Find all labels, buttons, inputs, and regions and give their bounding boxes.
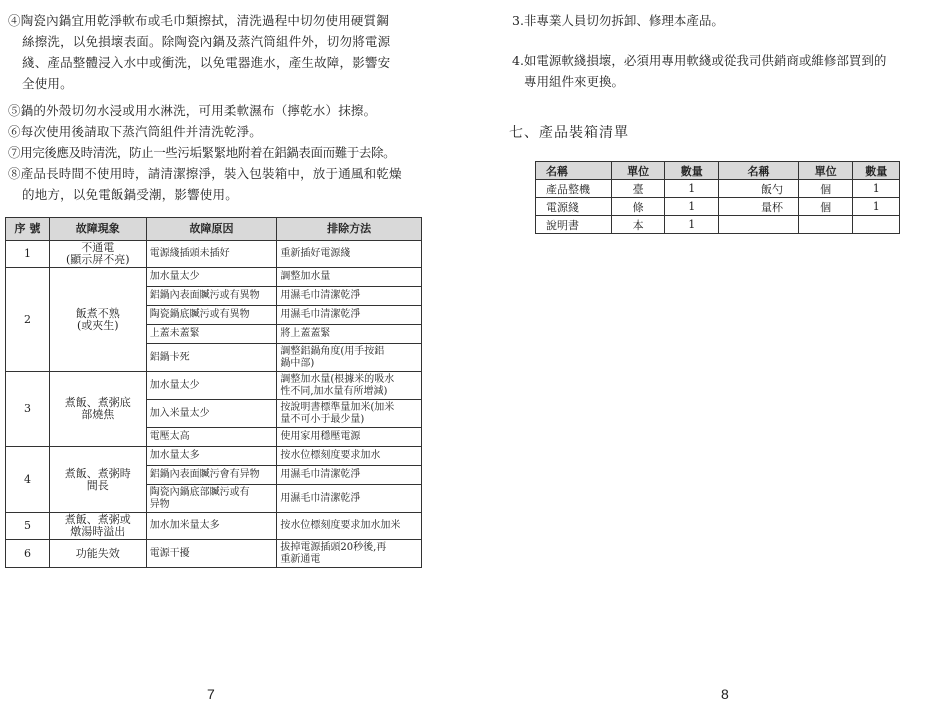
fault-number: 3: [6, 372, 50, 447]
header-qty: 數量: [665, 162, 719, 180]
text-line: 的地方，以免電飯鍋受潮，影響使用。: [22, 187, 238, 202]
fault-symptom: 煮飯、煮粥或 燉湯時溢出: [49, 513, 146, 540]
table-row: [6, 513, 422, 540]
fault-number: 6: [6, 540, 50, 568]
fault-number: 5: [6, 513, 50, 540]
fault-fix: 用濕毛巾清潔乾淨: [277, 287, 422, 306]
fault-cause: 電壓太高: [146, 428, 277, 447]
text-line: 4.如電源軟綫損壞，必須用專用軟綫或從我司供銷商或維修部買到的: [512, 53, 887, 68]
item-unit: 條: [611, 198, 665, 216]
fault-cause: 上蓋未蓋緊: [146, 325, 277, 344]
fault-fix: 用濕毛巾清潔乾淨: [277, 466, 422, 485]
item-name: [719, 216, 799, 234]
item-qty: 1: [853, 198, 900, 216]
text-line: 全使用。: [22, 76, 73, 91]
header-cause: 故障原因: [146, 218, 277, 241]
section-title: 七、產品裝箱清單: [509, 125, 629, 141]
fault-fix: 將上蓋蓋緊: [277, 325, 422, 344]
text-line: ⑤鍋的外殼切勿水浸或用水淋洗，可用柔軟濕布（擰乾水）抹擦。: [8, 103, 377, 118]
fault-cause: 鋁鍋內表面贓污會有异物: [146, 466, 277, 485]
item-unit: [798, 216, 853, 234]
header-qty: 數量: [853, 162, 900, 180]
fault-cause: 陶瓷鍋底贓污或有異物: [146, 306, 277, 325]
text-line: ⑥每次使用後請取下蒸汽筒組件并清洗乾淨。: [8, 124, 263, 139]
item-unit: 臺: [611, 180, 665, 198]
fault-cause: 電源綫插頭未插好: [146, 241, 277, 268]
fault-cause: 加水量太少: [146, 372, 277, 400]
header-name: 名稱: [719, 162, 799, 180]
fault-number: 2: [6, 268, 50, 372]
fault-fix: 重新插好電源綫: [277, 241, 422, 268]
item-qty: 1: [665, 180, 719, 198]
table-row: [536, 216, 900, 234]
fault-number: 4: [6, 447, 50, 513]
text-line: 綫、產品整體浸入水中或衝洗，以免電器進水，產生故障，影響安: [22, 55, 391, 70]
table-row: [6, 372, 422, 400]
fault-fix: 用濕毛巾清潔乾淨: [277, 485, 422, 513]
warning-item-3: 3.非專業人員切勿拆卸、修理本產品。: [512, 13, 724, 28]
text-line: ④陶瓷內鍋宜用乾淨軟布或毛巾類擦拭，清洗過程中切勿使用硬質鋼: [8, 13, 390, 28]
item-name: 量杯: [719, 198, 799, 216]
fault-fix: 按說明書標準量加米(加米 量不可小于最少量): [277, 400, 422, 428]
fault-cause: 加水量太多: [146, 447, 277, 466]
fault-cause: 電源干擾: [146, 540, 277, 568]
fault-number: 1: [6, 241, 50, 268]
fault-cause: 加水量太少: [146, 268, 277, 287]
care-instructions-paragraph: [8, 10, 420, 94]
fault-fix: 用濕毛巾清潔乾淨: [277, 306, 422, 325]
header-unit: 單位: [798, 162, 853, 180]
page-number: 7: [207, 686, 215, 702]
table-row: [536, 180, 900, 198]
table-header-row: [536, 162, 900, 180]
table-row: [536, 198, 900, 216]
table-row: [6, 268, 422, 287]
fault-fix: 按水位標刻度要求加水加米: [277, 513, 422, 540]
item-name: 飯勺: [719, 180, 799, 198]
warning-item-4: [512, 50, 922, 92]
header-no: 序 號: [6, 218, 50, 241]
fault-fix: 拔掉電源插頭20秒後,再 重新通電: [277, 540, 422, 568]
item-qty: [853, 216, 900, 234]
header-symptom: 故障現象: [49, 218, 146, 241]
header-unit: 單位: [611, 162, 665, 180]
cleaning-instructions-list: [8, 100, 420, 205]
item-name: 說明書: [536, 216, 612, 234]
text-line: ⑦用完後應及時清洗，防止一些污垢緊緊地附着在鋁鍋表面而難于去除。: [8, 145, 396, 160]
fault-symptom: 功能失效: [49, 540, 146, 568]
fault-fix: 按水位標刻度要求加水: [277, 447, 422, 466]
fault-symptom: 不通電 (顯示屏不亮): [49, 241, 146, 268]
page-number: 8: [721, 686, 729, 702]
troubleshooting-table: [5, 217, 422, 568]
fault-cause: 加水加米量太多: [146, 513, 277, 540]
item-unit: 個: [798, 180, 853, 198]
text-line: ⑧產品長時間不使用時，請清潔擦淨，裝入包裝箱中，放于通風和乾燥: [8, 166, 402, 181]
table-row: [6, 540, 422, 568]
item-qty: 1: [665, 216, 719, 234]
fault-symptom: 飯煮不熟 (或夾生): [49, 268, 146, 372]
header-name: 名稱: [536, 162, 612, 180]
table-row: [6, 447, 422, 466]
table-header-row: [6, 218, 422, 241]
text-line: 絲擦洗，以免損壞表面。除陶瓷內鍋及蒸汽筒組件外，切勿將電源: [22, 34, 391, 49]
table-row: [6, 241, 422, 268]
fault-cause: 鋁鍋內表面贓污或有異物: [146, 287, 277, 306]
item-unit: 個: [798, 198, 853, 216]
item-unit: 本: [611, 216, 665, 234]
header-fix: 排除方法: [277, 218, 422, 241]
packing-list-table: [535, 161, 900, 234]
item-qty: 1: [853, 180, 900, 198]
item-name: 產品整機: [536, 180, 612, 198]
fault-fix: 使用家用穩壓電源: [277, 428, 422, 447]
fault-symptom: 煮飯、煮粥底 部燒焦: [49, 372, 146, 447]
right-page: [467, 0, 934, 706]
fault-fix: 調整加水量: [277, 268, 422, 287]
item-qty: 1: [665, 198, 719, 216]
fault-cause: 加入米量太少: [146, 400, 277, 428]
text-line: 專用組件來更換。: [524, 74, 625, 89]
fault-fix: 調整加水量(根據米的吸水 性不同,加水量有所增減): [277, 372, 422, 400]
fault-cause: 陶瓷內鍋底部贓污或有 异物: [146, 485, 277, 513]
item-name: 電源綫: [536, 198, 612, 216]
fault-symptom: 煮飯、煮粥時 間長: [49, 447, 146, 513]
fault-fix: 調整鋁鍋角度(用手按鋁 鍋中部): [277, 344, 422, 372]
fault-cause: 鋁鍋卡死: [146, 344, 277, 372]
